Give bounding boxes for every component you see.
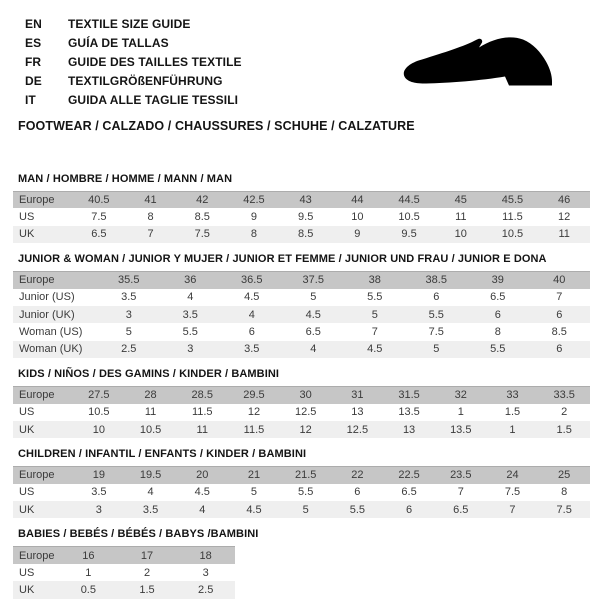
size-cell: 10.5 (501, 228, 524, 241)
section-title: JUNIOR & WOMAN / JUNIOR Y MUJER / JUNIOR ET FEMME / JUNIOR UND FRAU / JUNIOR E DONA (18, 253, 547, 266)
size-cell: 29.5 (243, 389, 265, 402)
table-row (13, 191, 590, 208)
size-cell: 4.5 (244, 291, 260, 304)
size-cell: 6 (406, 503, 413, 516)
size-cell: 28.5 (191, 389, 213, 402)
size-cell: 2.5 (121, 343, 137, 356)
size-cell: 7.5 (556, 503, 572, 516)
size-cell: 9.5 (298, 211, 314, 224)
table-row (13, 226, 590, 243)
table-row (13, 501, 590, 518)
size-cell: 4.5 (246, 503, 262, 516)
size-cell: 13.5 (450, 423, 472, 436)
size-cell: 6 (354, 486, 361, 499)
row-label: Europe (19, 549, 55, 562)
size-cell: 10 (454, 228, 467, 241)
size-cell: 6.5 (490, 291, 506, 304)
row-label: Woman (UK) (19, 343, 83, 356)
size-cell: 42 (196, 194, 209, 207)
size-cell: 1.5 (556, 423, 572, 436)
size-cell: 23.5 (450, 469, 472, 482)
size-cell: 12 (299, 423, 312, 436)
size-cell: 44 (351, 194, 364, 207)
table-row (13, 208, 590, 225)
size-cell: 21 (247, 469, 261, 482)
row-label: Europe (19, 389, 55, 402)
row-label: Junior (US) (19, 291, 75, 304)
size-cell: 21.5 (294, 469, 317, 482)
row-label: Europe (19, 194, 55, 207)
size-cell: 36.5 (241, 274, 263, 287)
size-cell: 3.5 (182, 308, 198, 321)
size-cell: 43 (299, 194, 312, 207)
language-label: GUÍA DE TALLAS (68, 36, 169, 50)
size-cell: 2 (561, 406, 568, 419)
size-cell: 1 (457, 406, 464, 419)
size-cell: 19.5 (139, 469, 162, 482)
section-children (13, 448, 590, 518)
table-row (13, 484, 590, 501)
size-cell: 4.5 (194, 486, 210, 499)
table-row (13, 581, 235, 598)
size-cell: 3.5 (142, 503, 159, 516)
size-cell: 11.5 (191, 406, 213, 419)
size-cell: 18 (199, 549, 212, 562)
size-cell: 2.5 (198, 583, 214, 596)
size-cell: 44.5 (398, 194, 420, 207)
size-cell: 5.5 (428, 308, 444, 321)
size-cell: 37.5 (302, 274, 324, 287)
table-row (13, 466, 590, 483)
row-label: UK (19, 423, 35, 436)
table-row (13, 323, 590, 340)
size-cell: 6.5 (91, 228, 107, 241)
size-cell: 45 (454, 194, 467, 207)
table-row (13, 341, 590, 358)
row-label: US (19, 486, 35, 499)
size-cell: 5 (371, 308, 378, 321)
size-cell: 33 (506, 389, 519, 402)
size-cell: 9 (250, 211, 258, 224)
row-label: UK (19, 228, 35, 241)
size-cell: 7.5 (428, 326, 444, 339)
size-cell: 5 (310, 291, 317, 304)
size-cell: 22 (351, 469, 364, 482)
size-cell: 7.5 (194, 228, 210, 241)
size-cell: 3 (187, 343, 194, 356)
size-cell: 31.5 (398, 389, 420, 402)
size-cell: 3 (125, 308, 132, 321)
size-table-children (13, 466, 590, 518)
size-cell: 10 (92, 423, 105, 436)
size-cell: 3 (202, 566, 209, 579)
section-title: KIDS / NIÑOS / DES GAMINS / KINDER / BAMBINI (18, 368, 280, 381)
size-cell: 46 (558, 194, 571, 207)
size-cell: 20 (196, 469, 209, 482)
size-sections (13, 173, 590, 599)
language-label: TEXTILGRÖßENFÜHRUNG (68, 74, 223, 88)
size-cell: 11.5 (243, 423, 265, 436)
table-row (13, 271, 590, 288)
row-label: UK (19, 583, 35, 596)
size-cell: 41 (144, 194, 157, 207)
size-cell: 7 (147, 228, 154, 241)
size-cell: 1.5 (139, 583, 155, 596)
size-cell: 7 (556, 291, 563, 304)
size-table-man (13, 191, 590, 243)
row-label: US (19, 211, 35, 224)
size-cell: 9 (354, 228, 361, 241)
language-label: GUIDE DES TAILLES TEXTILE (68, 55, 242, 69)
size-cell: 4 (187, 291, 194, 304)
size-cell: 2 (143, 566, 151, 579)
size-cell: 1.5 (504, 406, 521, 419)
row-label: Woman (US) (19, 326, 83, 339)
size-cell: 39 (491, 274, 504, 287)
section-title: CHILDREN / INFANTIL / ENFANTS / KINDER / BAMBINI (18, 448, 307, 461)
size-cell: 6.5 (453, 503, 469, 516)
size-cell: 1 (85, 566, 92, 579)
size-cell: 7 (509, 503, 516, 516)
size-cell: 32 (454, 389, 467, 402)
size-cell: 11 (144, 406, 157, 419)
size-cell: 6.5 (305, 326, 321, 339)
size-cell: 25 (558, 469, 571, 482)
language-label: TEXTILE SIZE GUIDE (68, 17, 191, 31)
row-label: Europe (19, 274, 55, 287)
size-cell: 10.5 (88, 406, 110, 419)
table-row (13, 421, 590, 438)
size-cell: 5.5 (298, 486, 314, 499)
section-man (13, 173, 590, 243)
table-row (13, 404, 590, 421)
size-cell: 12.5 (346, 423, 369, 436)
size-cell: 5.5 (367, 291, 383, 304)
row-label: Junior (UK) (19, 308, 75, 321)
size-cell: 45.5 (501, 194, 524, 207)
size-cell: 35.5 (118, 274, 140, 287)
table-row (13, 289, 590, 306)
size-cell: 7.5 (91, 211, 107, 224)
size-cell: 27.5 (88, 389, 110, 402)
size-cell: 6.5 (401, 486, 417, 499)
size-cell: 8 (561, 486, 568, 499)
size-cell: 10.5 (139, 423, 162, 436)
size-cell: 4.5 (305, 308, 321, 321)
section-title: BABIES / BEBÉS / BÉBÉS / BABYS /BAMBINI (18, 528, 259, 541)
table-row (13, 386, 590, 403)
size-cell: 0.5 (80, 583, 96, 596)
language-code: DE (25, 74, 42, 88)
size-cell: 42.5 (243, 194, 265, 207)
size-cell: 3 (95, 503, 102, 516)
size-cell: 8.5 (551, 326, 567, 339)
size-cell: 10 (351, 211, 364, 224)
size-cell: 12.5 (294, 406, 317, 419)
size-cell: 7.5 (504, 486, 521, 499)
size-cell: 11 (455, 211, 467, 224)
size-cell: 16 (82, 549, 95, 562)
size-cell: 36 (184, 274, 197, 287)
size-cell: 8 (147, 211, 154, 224)
row-label: US (19, 566, 35, 579)
size-cell: 8.5 (194, 211, 210, 224)
table-row (13, 546, 235, 563)
language-code: FR (25, 55, 42, 69)
size-table-junior-woman (13, 271, 590, 358)
size-cell: 10.5 (398, 211, 420, 224)
row-label: US (19, 406, 35, 419)
size-cell: 3.5 (121, 291, 137, 304)
dress-shoe-icon (398, 28, 573, 96)
language-code: EN (25, 17, 42, 31)
size-cell: 7 (457, 486, 464, 499)
size-cell: 19 (92, 469, 105, 482)
table-row (13, 306, 590, 323)
size-cell: 8 (494, 326, 501, 339)
size-cell: 3.5 (244, 343, 260, 356)
language-label: GUIDA ALLE TAGLIE TESSILI (68, 93, 239, 107)
size-cell: 40 (553, 274, 566, 287)
size-cell: 13 (402, 423, 416, 436)
row-label: Europe (19, 469, 55, 482)
size-cell: 5 (250, 486, 258, 499)
size-cell: 5 (125, 326, 132, 339)
size-cell: 9.5 (401, 228, 417, 241)
size-cell: 12 (247, 406, 261, 419)
language-code: IT (25, 93, 36, 107)
size-cell: 8 (250, 228, 258, 241)
size-cell: 4 (199, 503, 206, 516)
size-cell: 38 (368, 274, 381, 287)
language-code: ES (25, 36, 42, 50)
size-cell: 24 (506, 469, 519, 482)
section-kids (13, 368, 590, 438)
size-cell: 3.5 (91, 486, 107, 499)
size-cell: 13 (351, 406, 364, 419)
size-cell: 4 (248, 308, 255, 321)
size-cell: 4 (147, 486, 154, 499)
size-cell: 28 (144, 389, 157, 402)
section-title: MAN / HOMBRE / HOMME / MANN / MAN (18, 173, 233, 185)
size-cell: 5 (302, 503, 309, 516)
size-cell: 11 (558, 228, 570, 241)
size-cell: 6 (248, 326, 255, 339)
section-junior-woman (13, 253, 590, 358)
size-cell: 7 (371, 326, 378, 339)
size-cell: 12 (558, 211, 571, 224)
size-cell: 13.5 (398, 406, 420, 419)
size-table-babies (13, 546, 235, 598)
size-cell: 5.5 (182, 326, 198, 339)
row-label: UK (19, 503, 35, 516)
size-cell: 4.5 (367, 343, 383, 356)
size-cell: 6 (494, 308, 501, 321)
size-cell: 5 (433, 343, 440, 356)
size-table-kids (13, 386, 590, 438)
size-cell: 30 (299, 389, 312, 402)
size-cell: 38.5 (425, 274, 447, 287)
size-cell: 17 (140, 549, 154, 562)
section-babies (13, 528, 590, 598)
size-cell: 40.5 (88, 194, 110, 207)
size-cell: 33.5 (553, 389, 575, 402)
size-cell: 6 (433, 291, 440, 304)
size-cell: 4 (310, 343, 317, 356)
table-row (13, 564, 235, 581)
size-cell: 6 (556, 308, 563, 321)
size-cell: 5.5 (490, 343, 506, 356)
category-heading: FOOTWEAR / CALZADO / CHAUSSURES / SCHUHE / CALZATURE (18, 119, 415, 133)
size-cell: 8.5 (298, 228, 314, 241)
size-cell: 31 (351, 389, 364, 402)
size-cell: 5.5 (349, 503, 366, 516)
size-cell: 22.5 (398, 469, 420, 482)
size-cell: 1 (509, 423, 516, 436)
size-cell: 6 (556, 343, 563, 356)
size-cell: 11 (196, 423, 208, 436)
size-cell: 11.5 (502, 211, 523, 224)
